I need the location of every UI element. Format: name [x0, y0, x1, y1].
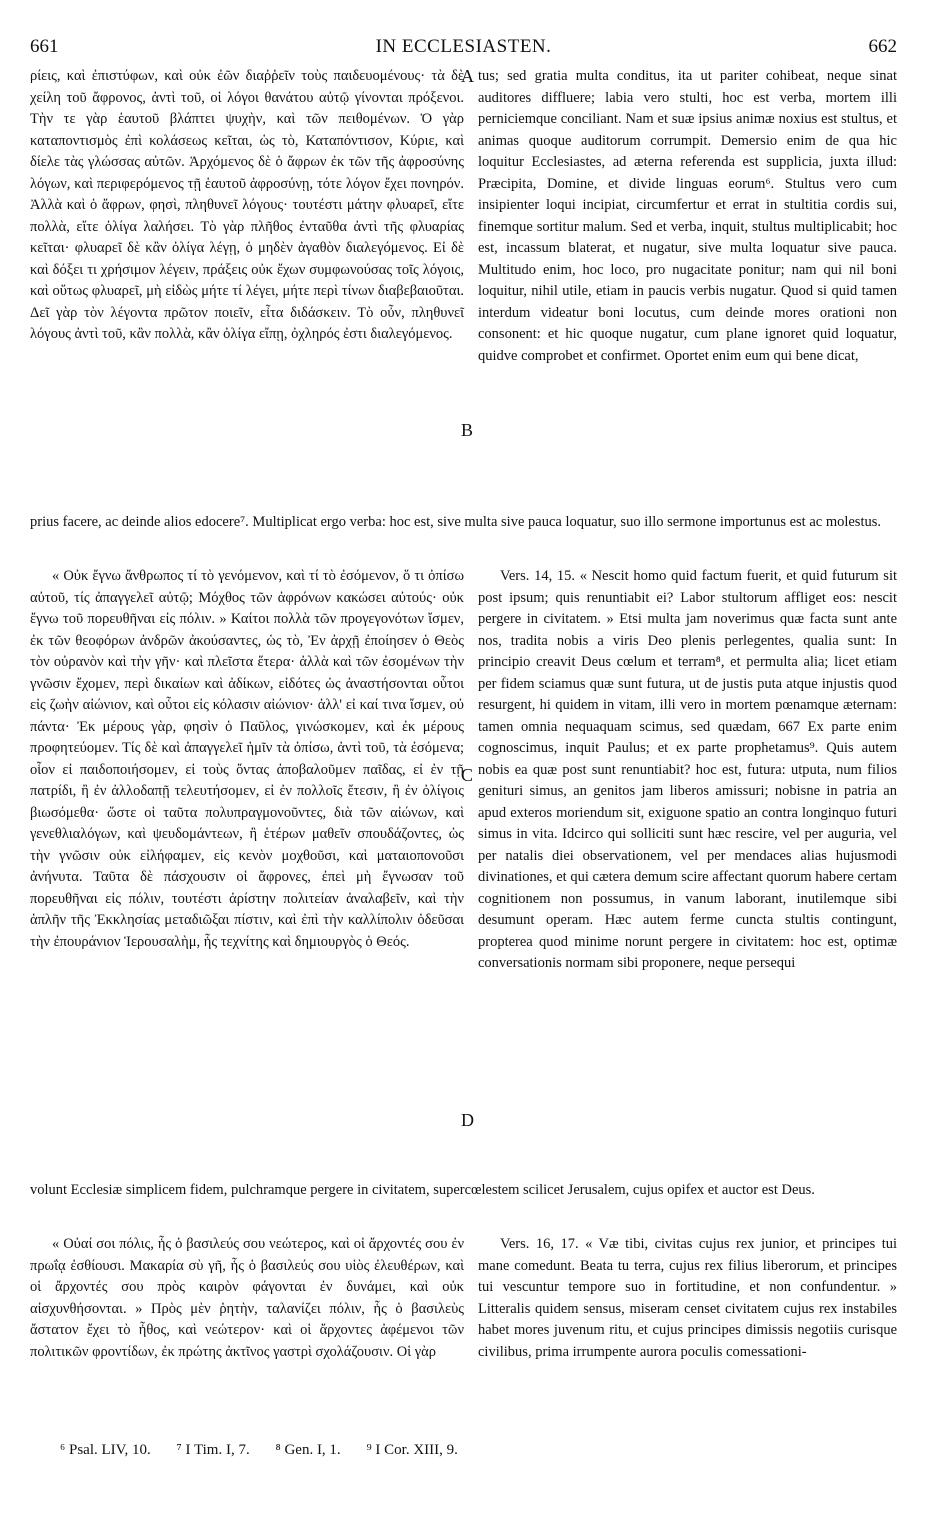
margin-letter-d: D: [461, 1110, 474, 1130]
latin-column-2: [478, 566, 897, 975]
latin-paragraph: tus; sed gratia multa conditus, ita ut pariter cohibeat, neque sinat auditores diffluere; labia vero stulti, hoc est verba, mortem illi perniciemque conciliant. Nam et suæ ipsius animæ noxius est stultus, et animas quoque auditorum corrumpit. Demersio enim de qua hic loquitur Ecclesiastes, ad æterna referenda est supplicia, juxta illud: Præcipita, Domine, et divide linguas eorum⁶. Stultus vero cum insipienter loqui incipiat, circumfertur et errat in stultitia cordis sui, finemque sortitur malum. Sed et verba, inquit, stultus multiplicabit; hoc est, incassum blaterat, et nugatur, sive multa loquatur sive pauca. Multitudo enim, hoc loco, pro nugacitate ponitur; nam qui nil boni loquitur, nihil utile, etiam in paucis verbis nugatur. Quod si quid tamen interdum videatur boni locutus, cum deinde mores orationi non consonent: et hic quoque nugatur, cum plane ignoret quid loquatur, quidve comprobet et confirmet. Oportet enim eum qui bene dicat,: [478, 68, 897, 364]
footnote-7: ⁷ I Tim. I, 7.: [176, 1442, 250, 1458]
latin-continuation: volunt Ecclesiæ simplicem fidem, pulchramque pergere in civitatem, supercœlestem scilicet Jerusalem, cujus opifex et auctor est Deus.: [30, 1182, 815, 1198]
page-number-right: 662: [868, 36, 897, 57]
full-width-paragraph-1: [30, 512, 897, 534]
greek-column-2: [30, 566, 464, 953]
latin-paragraph: Vers. 16, 17. « Væ tibi, civitas cujus rex junior, et principes tui mane comedunt. Beata tu terra, cujus rex filius liberorum, et principes tui vescuntur tempore suo in fortitudine, et non confundentur. » Litteralis quidem sensus, miseram censet civitatem cujus rex instabiles habet mores juvenum ritu, et cujus principes dimissis negotiis curisque civilibus, prima irrumpente aurora poculis comessationi-: [478, 1236, 897, 1360]
margin-letter-b: B: [461, 420, 474, 440]
greek-paragraph: ρίεις, καὶ ἐπιστύφων, καὶ οὐκ ἐῶν διαῤῥεῖν τοὺς παιδευομένους· τὰ δὲ χείλη τοῦ ἄφρονος, ἀντὶ τοῦ, οἱ λόγοι θανάτου αὐτῷ γίνονται πρόξενοι. Τὴν τε γὰρ ἑαυτοῦ βλάπτει ψυχὴν, καὶ τῶν πειθομένων. Ὁ γὰρ καταποντισμὸς ἐπὶ κολάσεως κεῖται, ὡς τὸ, Καταπόντισον, Κύριε, καὶ δίελε τὰς γλώσσας αὐτῶν. Ἀρχόμενος δὲ ὁ ἄφρων ἐκ τῶν τῆς ἀφροσύνης λόγων, καὶ περιφερόμενος τῇ ἑαυτοῦ ἀφροσύνῃ, τότε λόγον ἔχει πονηρόν. Ἀλλὰ καὶ ὁ ἄφρων, φησὶ, πληθυνεῖ λόγους· τουτέστι μάτην φλυαρεῖ, εἴτε πολλὰ, εἴτε ὀλίγα λαλήσει. Τὸ γὰρ πλῆθος ἐνταῦθα ἀντὶ τῆς φλυαρίας κεῖται· φλυαρεῖ δὲ κἂν ὀλίγα λέγῃ, ὁ μηδὲν ἀγαθὸν διαλεγόμενος. Εἰ δὲ καὶ δόξει τι χρήσιμον λέγειν, πράξεις οὐκ ἔχων συμφωνούσας τοῖς λόγοις, καὶ οὕτως φλυαρεῖ, μὴ εἰδὼς μήτε τί λέγει, μήτε περὶ τίνων διαβεβαιοῦται. Δεῖ γὰρ τὸν λέγοντα πρῶτον ποιεῖν, εἶτα διδάσκειν. Τὸ οὖν, πληθυνεῖ λόγους ἀντὶ τοῦ, κἂν πολλὰ, κἂν ὀλίγα εἴπῃ, ὀχληρός ἐστι διαλεγόμενος.: [30, 68, 464, 342]
footnote-8: ⁸ Gen. I, 1.: [275, 1442, 341, 1458]
latin-paragraph: Vers. 14, 15. « Nescit homo quid factum fuerit, et quid futurum sit post ipsum; quis renuntiabit ei? Labor stultorum affliget eos: nescit pergere in civitatem. » Etsi multa jam noverimus quæ facta sunt ante nos, tradita nobis a viris Deo plenis perlegentes, qualia sunt: In principio creavit Deus cœlum et terram⁸, et permulta alia; licet etiam per fidem sciamus quæ sunt futura, ut de justis puta atque injustis quod resurgent, hi quidem in vitam, illi vero in mortem pœnamque æternam: tamen omnia nequaquam scimus, sed quædam, 667 Ex parte enim cognoscimus, inquit Paulus; et ex parte prophetamus⁹. Quis autem nobis ea quæ post sunt renuntiabit? hoc est, futura: utputa, num filios genituri simus, an genitos jam liberos amissuri; nobisne in patria an apud exteros moriendum sit, exiguone spatio an contra longinquo futuri simus in vita. Idcirco qui solliciti sunt hæc rescire, vel per auguria, vel per natalis diei observationem, vel per mendaces alias hujusmodi divinationes, et qui cætera demum scire affectant quorum habere certam cognitionem non possumus, in vanum laborant, inutilemque sibi desumunt operam. Hæc autem ferme cuncta stultis contingunt, propterea quod minime norunt pergere in civitatem: hoc est, optimæ conversationis normam sibi proponere, neque persequi: [478, 568, 897, 971]
greek-column-3: [30, 1234, 464, 1363]
greek-paragraph: « Οὐκ ἔγνω ἄνθρωπος τί τὸ γενόμενον, καὶ τί τὸ ἐσόμενον, ὅ τι ὀπίσω αὐτοῦ, τίς ἀπαγγελεῖ αὐτῷ; Μόχθος τῶν ἀφρόνων κακώσει αὐτούς· οὐκ ἔγνω τοῦ πορευθῆναι εἰς πόλιν. » Καίτοι πολλὰ τῶν προγεγονότων ἴσμεν, ἐκ τῶν θεοφόρων ἀνδρῶν ἀκούσαντες, ὡς τὸ, Ἐν ἀρχῇ ἐποίησεν ὁ Θεὸς τὸν οὐρανὸν καὶ τὴν γῆν· καὶ πλεῖστα ἕτερα· ἀλλὰ καὶ τῶν ἐσομένων τὴν γνῶσιν ἔχομεν, περὶ δικαίων καὶ ἀδίκων, εἰδότες ὡς ἀναστήσονται οὗτοι εἰς ζωὴν αἰώνιον, καὶ οὗτοι εἰς κόλασιν αἰώνιον· ἀλλ' εἰ καί τινα ἴσμεν, οὐ πάντα· Ἐκ μέρους γὰρ, φησὶν ὁ Παῦλος, γινώσκομεν, καὶ ἐκ μέρους προφητεύομεν. Τίς δὲ καὶ ἀπαγγελεῖ ἡμῖν τὰ ὀπίσω, ἀντὶ τοῦ, τὰ ἐσόμενα; οἷον εἰ παιδοποιήσομεν, εἰ τοὺς ὄντας ἀποβαλοῦμεν παῖδας, εἰ ἐν τῇ πατρίδι, ἢ ἐν ἀλλοδαπῇ τελευτήσομεν, εἰ ἐν πολλοῖς ἔτεσιν, ἢ ἐν ὀλίγοις βιωσόμεθα· ὥστε οἱ ταῦτα πολυπραγμονοῦντες, διὰ τῶν αἰώνων, καὶ γενεθλιαλόγων, καὶ ψευδομάντεων, ἢ ἑτέρων μαθεῖν σπουδάζοντες, ὡς τὴν γνῶσιν οὐκ εἰλήφαμεν, εἰς κενὸν μοχθοῦσι, καὶ ματαιοπονοῦσι ἀνήνυτα. Ταῦτα δὲ πάσχουσιν οἱ ἄφρονες, ἐπεὶ μὴ ἔγνωσαν τοῦ πορευθῆναι εἰς πόλιν, τουτέστι ἀρίστην πολιτείαν ἀναλαβεῖν, καὶ τὴν ἁπλῆν τῆς Ἐκκλησίας μεταδιῶξαι πίστιν, καὶ ἐπὶ τὴν καλλίπολιν ὁδεῦσαι τὴν ἐπουράνιον Ἱερουσαλὴμ, ἧς τεχνίτης καὶ δημιουργὸς ὁ Θεός.: [30, 568, 464, 950]
page-number-left: 661: [30, 36, 59, 57]
running-title: IN ECCLESIASTEN.: [375, 36, 552, 57]
latin-column-3: [478, 1234, 897, 1363]
footnote-9: ⁹ I Cor. XIII, 9.: [366, 1442, 458, 1458]
margin-letter-c: C: [461, 765, 474, 785]
greek-paragraph: « Οὐαί σοι πόλις, ἧς ὁ βασιλεύς σου νεώτερος, καὶ οἱ ἄρχοντές σου ἐν πρωΐᾳ ἐσθίουσι. Μακαρία σὺ γῆ, ἧς ὁ βασιλεύς σου υἱὸς ἐλευθέρων, καὶ οἱ ἄρχοντές σου πρὸς καιρὸν φάγονται ἐν δυνάμει, καὶ οὐκ αἰσχυνθήσονται. » Πρὸς μὲν ῥητὴν, ταλανίζει πόλιν, ἧς ὁ βασιλεὺς ἄστατον ἔχει τὸ ἦθος, καὶ νεώτερον· καὶ οἱ ἄρχοντες ἀφέμενοι τῶν πολιτικῶν φροντίδων, ἐκ πρώτης ἀκτῖνος γαστρὶ σχολάζουσιν. Οἱ γὰρ: [30, 1236, 464, 1360]
latin-continuation: prius facere, ac deinde alios edocere⁷. Multiplicat ergo verba: hoc est, sive multa sive pauca loquatur, suo illo sermone importunus est ac molestus.: [30, 514, 881, 530]
latin-column-1: [478, 66, 897, 508]
margin-letter-a: A: [461, 66, 474, 86]
greek-column-1: [30, 66, 464, 508]
footnotes: [60, 1442, 880, 1459]
footnote-6: ⁶ Psal. LIV, 10.: [60, 1442, 151, 1458]
full-width-paragraph-2: [30, 1180, 897, 1202]
running-header: [30, 36, 897, 60]
